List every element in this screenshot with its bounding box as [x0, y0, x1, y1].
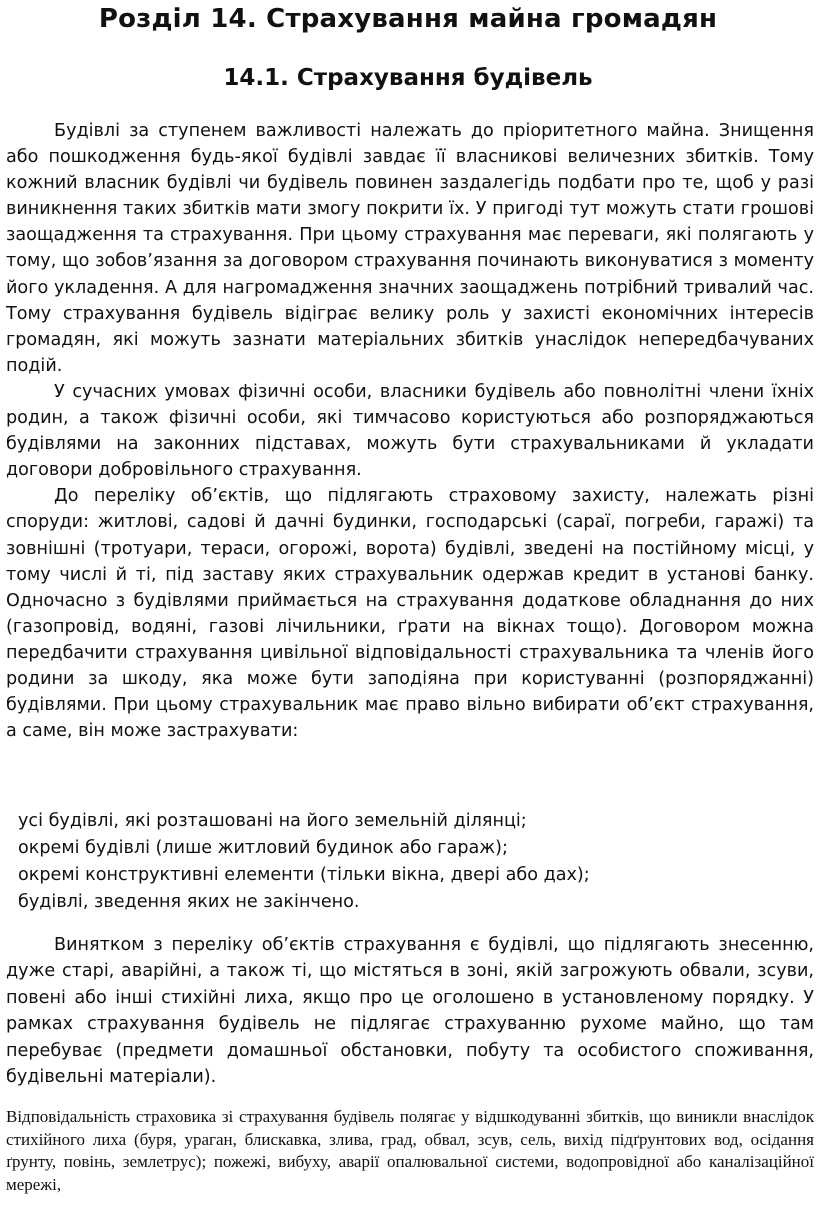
list-item: окремі будівлі (лише житловий будинок або гараж); [18, 838, 508, 858]
paragraph-policyholders: У сучасних умовах фізичні особи, власники будівель або повнолітні члени їхніх родин, а також фізичні особи, які тимчасово користуються або розпоряджаються будівлями на законних підставах, можуть бути страхувальниками й укладати договори добровільного страхування. [6, 381, 814, 481]
paragraph-insurer-liability: Відповідальність страховика зі страхування будівель полягає у відшкодуванні збитків, що виникли внаслідок стихійного лиха (буря, ураган, блискавка, злива, град, обвал, зсув, сель, вихід підґрунтових вод, осідання ґрунту, повінь, землетрус); пожежі, вибуху, аварії опалювальної системи, водопровідної або каналізаційної мережі, [6, 1107, 814, 1194]
body-text [6, 118, 814, 744]
body-text-exceptions [6, 932, 814, 1090]
paragraph-objects: До переліку об’єктів, що підлягають страховому захисту, належать різні споруди: житлові, садові й дачні будинки, господарські (сараї, погреби, гаражі) та зовнішні (тротуари, тераси, огорожі, ворота) будівлі, зведені на постійному місці, у тому числі й ті, під заставу яких страхувальник одержав кредит в установі банку. Одночасно з будівлями приймається на страхування додаткове обладнання до них (газопровід, водяні, газові лічильники, ґрати на вікнах тощо). Договором можна передбачити страхування цивільної відповідальності страхувальника та членів його родини за шкоду, яка може бути заподіяна при користуванні (розпоряджанні) будівлями. При цьому страхувальник має право вільно вибирати об’єкт страхування, а саме, він може застрахувати: [6, 486, 814, 742]
list-item: усі будівлі, які розташовані на його земельній ділянці; [18, 811, 527, 831]
list-item: окремі конструктивні елементи (тільки вікна, двері або дах); [18, 865, 590, 885]
section-title: 14.1. Страхування будівель [223, 65, 593, 91]
chapter-title: Розділ 14. Страхування майна громадян [98, 4, 718, 34]
list-item: будівлі, зведення яких не закінчено. [18, 892, 360, 912]
insurable-objects-list [18, 808, 798, 916]
paragraph-importance: Будівлі за ступенем важливості належать до пріоритетного майна. Знищення або пошкодження будь-якої будівлі завдає її власникові величезних збитків. Тому кожний власник будівлі чи будівель повинен заздалегідь подбати про те, щоб у разі виникнення таких збитків мати змогу покрити їх. У пригоді тут можуть стати грошові заощадження та страхування. При цьому страхування має переваги, які полягають у тому, що зобов’язання за договором страхування починають виконуватися з моменту його укладення. А для нагромадження значних заощаджень потрібний тривалий час. Тому страхування будівель відіграє велику роль у захисті економічних інтересів громадян, які можуть зазнати матеріальних збитків унаслідок непередбачуваних подій. [6, 121, 814, 376]
paragraph-exceptions: Винятком з переліку об’єктів страхування є будівлі, що підлягають знесенню, дуже старі, аварійні, а також ті, що містяться в зоні, якій загрожують обвали, зсуви, повені або інші стихійні лиха, якщо про це оголошено в установленому порядку. У рамках страхування будівель не підлягає страхуванню рухоме майно, що там перебуває (предмети домашньої обстановки, побуту та особистого споживання, будівельні матеріали). [6, 935, 814, 1088]
